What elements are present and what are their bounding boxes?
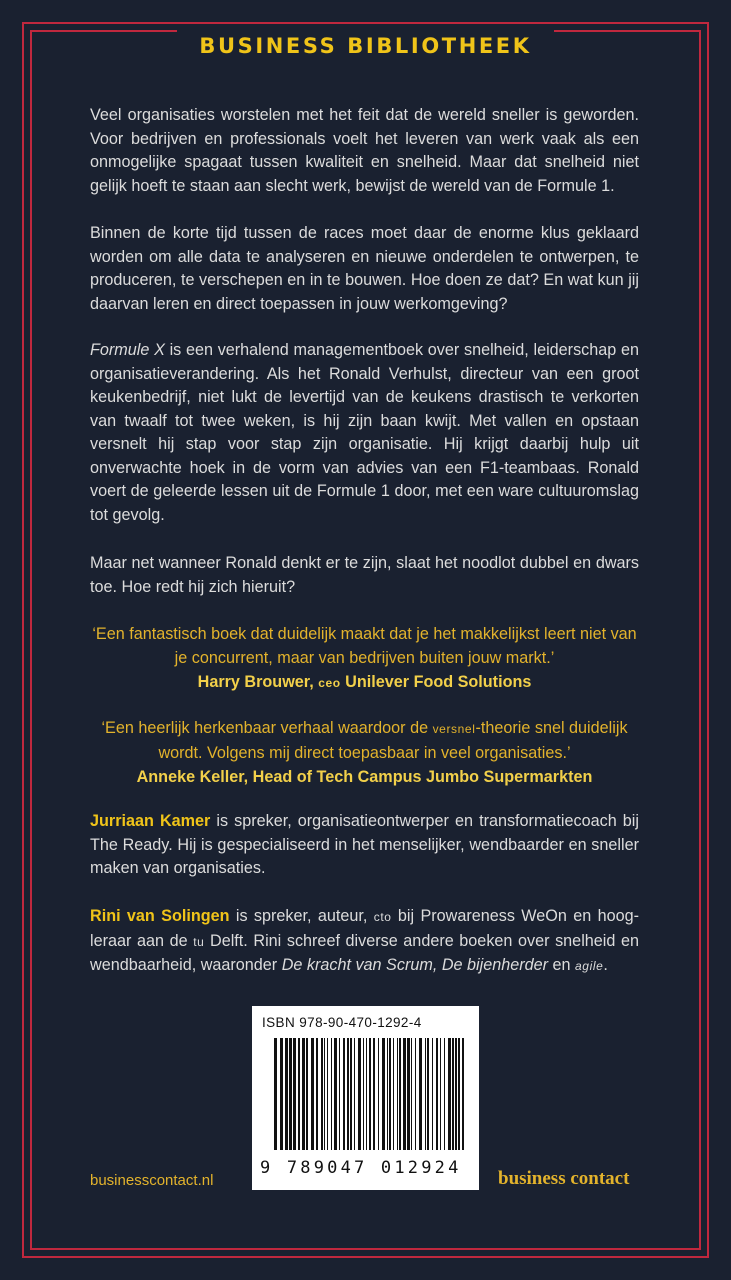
author-2-end: . (603, 956, 608, 974)
quote-1-text: ‘Een fantastisch boek dat duidelijk maakt dat je het makkelijkst leert niet van je concurrent, maar van bedrijven buiten jouw markt.’ (92, 625, 637, 667)
barcode-bar (354, 1038, 355, 1150)
header (0, 30, 731, 76)
barcode-bar (448, 1038, 451, 1150)
barcode-bar (311, 1038, 314, 1150)
intro-paragraph (90, 104, 639, 198)
barcode-bar (343, 1038, 345, 1150)
quote-1-name: Harry Brouwer, (197, 673, 319, 691)
barcode-bar (306, 1038, 308, 1150)
barcode-bar (389, 1038, 391, 1150)
paragraph-block-3 (90, 339, 639, 527)
barcode-bar (373, 1038, 375, 1150)
barcode-bar (440, 1038, 441, 1150)
barcode-bar (415, 1038, 416, 1150)
paragraph-4: Maar net wanneer Ronald denkt er te zijn, slaat het noodlot dubbel en dwars toe. Hoe redt hij zich hieruit? (90, 554, 639, 596)
paragraph-2: Binnen de korte tijd tussen de races moet daar de enorme klus geklaard worden om alle data te analyseren en nieuwe onderdelen te ontwerpen, te produceren, te verschepen en in te bouwen. Hoe doen ze dat? En wat kun jij daarvan leren en direct toepassen in jouw werkomgeving? (90, 224, 639, 313)
paragraph-1: Veel organisaties worstelen met het feit dat de wereld sneller is geworden. Voor bedrijven en professionals voelt het leveren van werk vaak als een onmogelijke spagaat tussen kwaliteit en snelheid. Maar dat snelheid niet gelijk hoeft te staan aan slecht werk, bewijst de wereld van de Formule 1. (90, 106, 639, 195)
barcode-bar (298, 1038, 300, 1150)
barcode-bar (285, 1038, 288, 1150)
barcode-bar (436, 1038, 438, 1150)
website-link[interactable]: businesscontact.nl (90, 1172, 214, 1189)
quote-2-text-b: -theorie snel duidelijk wordt. Volgens mij direct toepasbaar in veel organisaties.’ (158, 719, 628, 762)
barcode-bar (462, 1038, 464, 1150)
barcode-bar (432, 1038, 433, 1150)
quote-1 (90, 622, 639, 695)
quote-2-keyword: versnel (432, 722, 476, 736)
barcode-bar (419, 1038, 422, 1150)
barcode-digits: 9 789047 012924 (260, 1158, 462, 1178)
barcode-bar (366, 1038, 367, 1150)
author-2-text-a: is spreker, auteur, (229, 907, 374, 925)
barcode-bar (458, 1038, 460, 1150)
barcode-bar (382, 1038, 385, 1150)
barcode-bar (350, 1038, 352, 1150)
barcode-bar (403, 1038, 406, 1150)
author-1-name: Jurriaan Kamer (90, 812, 211, 830)
author-1-text: is spreker, organisatieontwerper en transformatiecoach bij The Ready. Hij is gespecialiseerd in het menselijker, wendbaarder en sneller maken van organisaties. (90, 812, 639, 877)
barcode-bar (455, 1038, 457, 1150)
author-2-cto: cto (373, 910, 392, 924)
quote-2-text-a: ‘Een heerlijk herkenbaar verhaal waardoor de (101, 719, 433, 737)
barcode-bar (427, 1038, 429, 1150)
quote-1-attribution (90, 670, 639, 695)
author-2-text-c: Delft. Rini schreef diverse andere boeken over snelheid en wendbaarheid, waaronder (90, 931, 639, 974)
author-2-text-d: en (548, 956, 576, 974)
barcode-bar (280, 1038, 283, 1150)
book-title: Formule X (90, 341, 165, 359)
barcode-bar (316, 1038, 318, 1150)
quote-2-attribution: Anneke Keller, Head of Tech Campus Jumbo Supermarkten (136, 768, 593, 786)
paragraph-3-text: is een verhalend managementboek over snelheid, leiderschap en organisatieverandering. Als het Ronald Verhulst, directeur van een groot keukenbedrijf, niet lukt de levertijd van de keukens drastisch te verkorten van twaalf tot twee weken, is hij zijn baan kwijt. Met vallen en opstaan versnelt hij stap voor stap zijn organisatie. Hij krijgt daarbij hulp uit onverwachte hoek in de vorm van advies van een F1-teambaas. Ronald voert de geleerde lessen uit de Formule 1 door, met een ware cultuuromslag tot gevolg. (90, 341, 639, 524)
barcode-bar (363, 1038, 364, 1150)
barcode-bar (358, 1038, 361, 1150)
series-title: BUSINESS BIBLIOTHEEK (177, 26, 553, 76)
barcode-bar (444, 1038, 445, 1150)
barcode-bar (407, 1038, 410, 1150)
author-2-paragraph (90, 905, 639, 979)
author-2-bio (90, 905, 639, 979)
barcode-bar (411, 1038, 412, 1150)
barcode-bar (324, 1038, 325, 1150)
barcode-bar (289, 1038, 292, 1150)
barcode-bar (327, 1038, 328, 1150)
quote-2-text (90, 716, 639, 765)
barcode-bar (347, 1038, 349, 1150)
barcode-bar (274, 1038, 277, 1150)
barcode-bar (334, 1038, 337, 1150)
paragraph-3 (90, 339, 639, 527)
barcode-bar (393, 1038, 394, 1150)
barcode-bar (452, 1038, 454, 1150)
author-2-text-b: bij Prowareness WeOn en hoogleraar aan de (90, 907, 639, 950)
author-1-bio (90, 810, 639, 881)
paragraph-block-4 (90, 552, 639, 599)
author-2-tu: tu (193, 934, 205, 949)
barcode-bar (378, 1038, 379, 1150)
quote-1-org: Unilever Food Solutions (340, 673, 532, 691)
isbn-label: ISBN 978-90-470-1292-4 (262, 1015, 422, 1030)
publisher-logo: business contact (498, 1168, 630, 1189)
barcode-bar (302, 1038, 305, 1150)
barcode-bar (399, 1038, 401, 1150)
barcode-bar (425, 1038, 426, 1150)
isbn-barcode (252, 1006, 479, 1190)
barcode-bar (369, 1038, 371, 1150)
author-2-book-agile: agile (575, 959, 604, 973)
author-1-paragraph (90, 810, 639, 881)
barcode-bar (387, 1038, 388, 1150)
barcode-bar (321, 1038, 323, 1150)
author-2-books: De kracht van Scrum, De bijenherder (281, 956, 548, 974)
author-2-name: Rini van Solingen (90, 907, 230, 925)
barcode-bar (331, 1038, 332, 1150)
barcode-bar (339, 1038, 340, 1150)
barcode-bar (397, 1038, 398, 1150)
quote-1-role: ceo (318, 676, 341, 690)
quote-2 (90, 716, 639, 789)
barcode-bar (293, 1038, 296, 1150)
paragraph-block-2 (90, 222, 639, 316)
